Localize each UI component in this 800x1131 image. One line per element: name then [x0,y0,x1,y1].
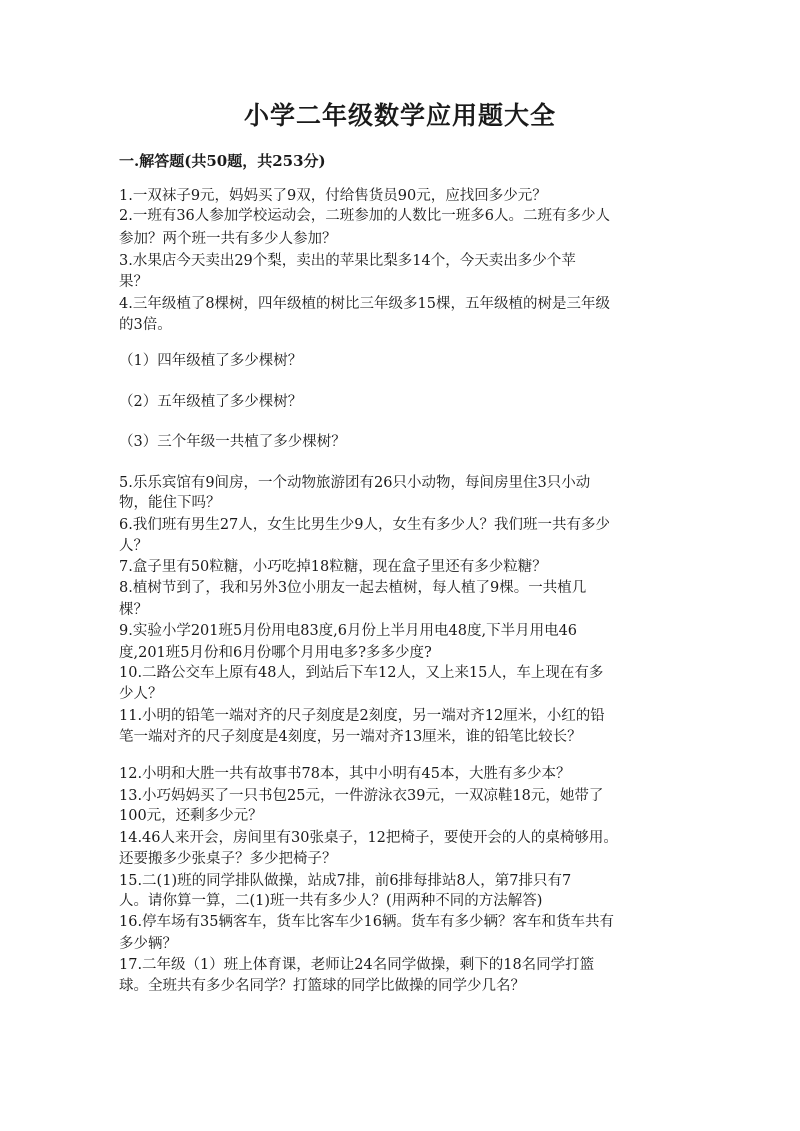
question-line: 4.三年级植了8棵树，四年级植的树比三年级多15棵，五年级植的树是三年级 [119,296,611,312]
question-line: 少人？ [119,686,163,702]
question-line: （2）五年级植了多少棵树？ [119,394,303,410]
question-line: 16.停车场有35辆客车，货车比客车少16辆。货车有多少辆？客车和货车共有 [119,914,614,930]
question-line: 7.盒子里有50粒糖，小巧吃掉18粒糖，现在盒子里还有多少粒糖？ [119,559,547,575]
question-line: 8.植树节到了，我和另外3位小朋友一起去植树，每人植了9棵。一共植几 [119,580,587,596]
question-line: 人？ [119,538,148,554]
question-line: 12.小明和大胜一共有故事书78本，其中小明有45本，大胜有多少本？ [119,766,571,782]
question-line: （1）四年级植了多少棵树？ [119,353,303,369]
question-line: 1.一双袜子9元，妈妈买了9双，付给售货员90元，应找回多少元？ [119,188,547,204]
question-line: 笔一端对齐的尺子刻度是4刻度，另一端对齐13厘米，谁的铅笔比较长？ [119,729,582,745]
section-heading: 一.解答题(共50题，共253分) [119,152,326,170]
question-line: 13.小巧妈妈买了一只书包25元，一件游泳衣39元，一双凉鞋18元，她带了 [119,788,604,804]
question-line: 100元，还剩多少元？ [119,808,263,824]
question-line: （3）三个年级一共植了多少棵树？ [119,434,346,450]
question-line: 的3倍。 [119,317,172,333]
question-line: 球。全班共有多少名同学？打篮球的同学比做操的同学少几名？ [119,978,525,994]
question-line: 2.一班有36人参加学校运动会，二班参加的人数比一班多6人。二班有多少人 [119,208,611,224]
question-line: 棵？ [119,602,148,618]
question-line: 10.二路公交车上原有48人，到站后下车12人，又上来15人，车上现在有多 [119,665,604,681]
question-line: 14.46人来开会，房间里有30张桌子，12把椅子，要使开会的人的桌椅够用。 [119,830,618,846]
question-line: 5.乐乐宾馆有9间房，一个动物旅游团有26只小动物，每间房里住3只小动 [119,475,591,491]
question-line: 多少辆？ [119,936,177,952]
question-line: 人。请你算一算，二(1)班一共有多少人？(用两种不同的方法解答) [119,893,543,909]
question-line: 度,201班5月份和6月份哪个月用电多?多多少度? [119,645,432,661]
question-line: 果？ [119,274,148,290]
question-line: 物，能住下吗？ [119,495,221,511]
question-line: 9.实验小学201班5月份用电83度,6月份上半月用电48度,下半月用电46 [119,623,578,639]
question-line: 17.二年级（1）班上体育课，老师让24名同学做操，剩下的18名同学打篮 [119,957,595,973]
question-line: 还要搬多少张桌子？多少把椅子？ [119,851,337,867]
question-line: 参加？两个班一共有多少人参加？ [119,231,337,247]
question-line: 15.二(1)班的同学排队做操，站成7排，前6排每排站8人，第7排只有7 [119,873,572,889]
question-line: 3.水果店今天卖出29个梨，卖出的苹果比梨多14个，今天卖出多少个苹 [119,253,576,269]
question-line: 11.小明的铅笔一端对齐的尺子刻度是2刻度，另一端对齐12厘米，小红的铅 [119,708,605,724]
question-line: 6.我们班有男生27人，女生比男生少9人，女生有多少人？我们班一共有多少 [119,517,611,533]
page-title: 小学二年级数学应用题大全 [243,101,556,130]
